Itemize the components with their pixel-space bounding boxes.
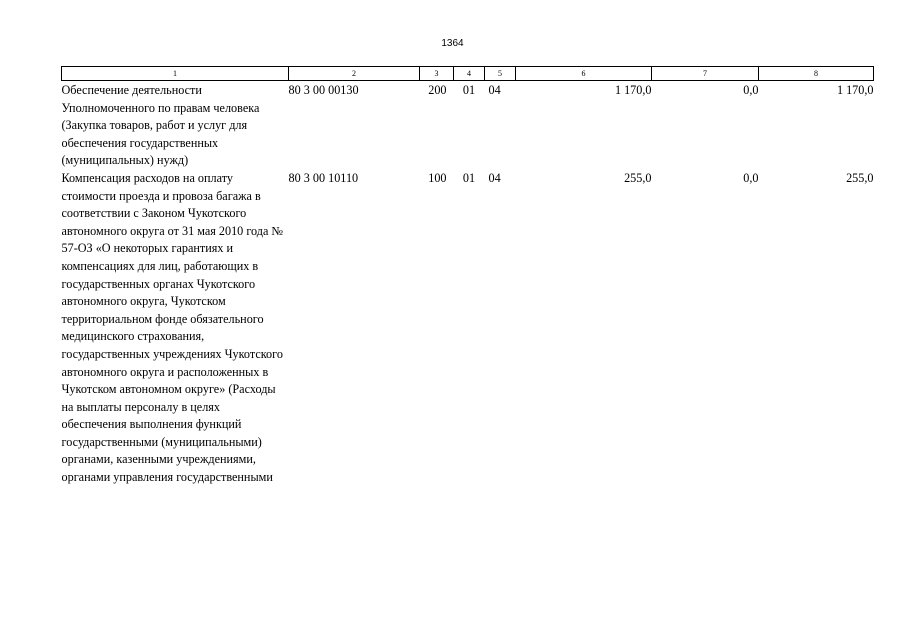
column-header-7: 7 xyxy=(652,67,759,81)
target-article-code: 80 3 00 00130 xyxy=(288,83,359,97)
subsection-code: 04 xyxy=(488,170,501,185)
expense-name: Компенсация расходов на оплату стоимости проезда и провоза багажа в соответствии с Законом Чукотского автономного округа от 31 мая 2010 года № 57-ОЗ «О некоторых гарантиях и компенсациях для лиц, работающих в государственных органах Чукотского автономного округа, Чукотском территориальном фонде обязательного медицинского страхования, государственных учреждениях Чукотского автономного округа и расположенных в Чукотском автономном округе» (Расходы на выплаты персоналу в целях обеспечения выполнения функций государственными (муниципальными) органами, казенными учреждениями, органами управления государственными xyxy=(61,170,284,485)
column-header-2: 2 xyxy=(289,67,420,81)
subsection-code: 04 xyxy=(488,83,501,97)
expense-type-code: 200 xyxy=(428,83,447,97)
column-header-5: 5 xyxy=(485,67,516,81)
amount-col-7: 0,0 xyxy=(743,170,759,185)
target-article-code: 80 3 00 10110 xyxy=(288,170,359,185)
amount-col-7: 0,0 xyxy=(743,83,759,97)
expense-name: Обеспечение деятельности Уполномоченного по правам человека (Закупка товаров, работ и услуг для обеспечения государственных (муниципальных) нужд) xyxy=(61,83,260,168)
section-code: 01 xyxy=(462,170,476,185)
section-code: 01 xyxy=(462,83,476,97)
table-row xyxy=(62,81,874,170)
column-header-8: 8 xyxy=(759,67,874,81)
amount-col-6: 255,0 xyxy=(624,170,652,185)
table-row xyxy=(62,170,874,487)
expense-type-code: 100 xyxy=(428,170,447,185)
page-number: 1364 xyxy=(441,38,464,49)
column-header-6: 6 xyxy=(516,67,652,81)
column-header-3: 3 xyxy=(420,67,454,81)
column-header-1: 1 xyxy=(62,67,289,81)
header-row xyxy=(62,67,874,81)
amount-col-8: 1 170,0 xyxy=(836,83,874,97)
amount-col-8: 255,0 xyxy=(846,170,874,185)
column-header-4: 4 xyxy=(454,67,485,81)
budget-table xyxy=(61,66,874,487)
amount-col-6: 1 170,0 xyxy=(614,83,652,97)
